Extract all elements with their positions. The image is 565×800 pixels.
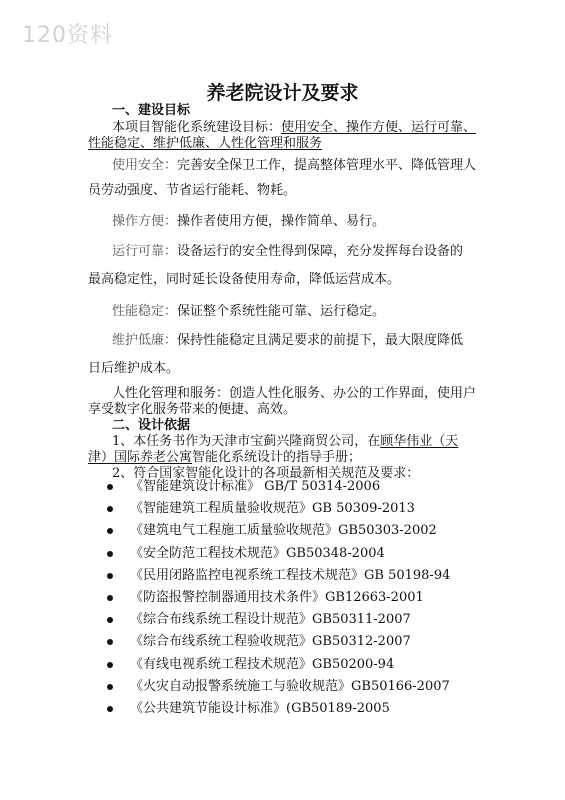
standard-item: 《智能建筑设计标准》 GB/T 50314-2006 <box>130 479 381 494</box>
goals-intro-underlined-1: 使用安全、操作方便、运行可靠、 <box>281 120 477 135</box>
bullet-icon <box>107 662 113 668</box>
standard-item: 《建筑电气工程施工质量验收规范》GB50303-2002 <box>130 523 437 538</box>
bullet-icon <box>107 706 113 712</box>
standard-item: 《火灾自动报警系统施工与验收规范》GB50166-2007 <box>130 679 450 694</box>
goal-item-reliability <box>112 243 463 260</box>
goal-text: 保持性能稳定且满足要求的前提下，最大限度降低 <box>177 333 464 348</box>
standard-item: 《综合布线系统工程验收规范》GB50312-2007 <box>130 634 411 649</box>
standard-item: 《安全防范工程技术规范》GB50348-2004 <box>130 546 385 561</box>
goal-item-ease <box>112 213 385 230</box>
goal-item-reliability-cont: 最高稳定性，同时延长设备使用寿命，降低运营成本。 <box>88 272 401 287</box>
goal-item-stability <box>112 303 385 320</box>
goal-label: 操作方便： <box>112 214 178 229</box>
goals-intro-prefix: 本项目智能化系统建设目标： <box>112 120 282 135</box>
page-title: 养老院设计及要求 <box>206 82 359 104</box>
basis-1-suffix: 智能化系统设计的指导手册； <box>192 450 362 465</box>
bullet-icon <box>107 617 113 623</box>
goal-label: 使用安全： <box>112 158 178 173</box>
basis-1-line-1 <box>112 434 458 450</box>
goal-label: 性能稳定： <box>112 304 178 319</box>
goals-intro-underlined-2: 性能稳定、维护低廉、人性化管理和服务 <box>88 136 323 151</box>
standard-item: 《公共建筑节能设计标准》(GB50189-2005 <box>130 701 390 716</box>
basis-2-line: 2、符合国家智能化设计的各项最新相关规范及要求： <box>112 466 420 481</box>
goal-text: 设备运行的安全性得到保障，充分发挥每台设备的 <box>177 244 464 259</box>
section-heading-goals: 一、建设目标 <box>112 103 191 118</box>
bullet-icon <box>107 573 113 579</box>
bullet-icon <box>107 639 113 645</box>
humanized-line-2: 享受数字化服务带来的便捷、高效。 <box>88 402 297 417</box>
bullet-icon <box>107 528 113 534</box>
basis-1-project-name-2: 津）国际养老公寓 <box>88 450 193 465</box>
standard-item: 《综合布线系统工程设计规范》GB50311-2007 <box>130 612 411 627</box>
goal-label: 维护低廉： <box>112 333 178 348</box>
standard-item: 《防盗报警控制器通用技术条件》GB12663-2001 <box>130 590 424 605</box>
basis-1-line-2 <box>88 450 361 466</box>
goal-item-safety <box>112 157 476 174</box>
goal-text: 保证整个系统性能可靠、运行稳定。 <box>177 304 386 319</box>
goal-text: 操作者使用方便，操作简单、易行。 <box>177 214 386 229</box>
bullet-icon <box>107 551 113 557</box>
section-heading-basis: 二、设计依据 <box>112 418 191 433</box>
goals-intro-line-1 <box>112 120 476 136</box>
goal-text: 完善安全保卫工作，提高整体管理水平、降低管理人 <box>177 158 477 173</box>
goal-item-maintenance <box>112 332 463 349</box>
standard-item: 《智能建筑工程质量验收规范》GB 50309-2013 <box>130 501 415 516</box>
standard-item: 《民用闭路监控电视系统工程技术规范》GB 50198-94 <box>130 568 451 583</box>
bullet-icon <box>107 684 113 690</box>
bullet-icon <box>107 484 113 490</box>
bullet-icon <box>107 506 113 512</box>
standard-item: 《有线电视系统工程技术规范》GB50200-94 <box>130 657 395 672</box>
goal-label: 运行可靠： <box>112 244 178 259</box>
watermark: 120资料 <box>22 23 113 48</box>
basis-1-prefix: 1、本任务书作为天津市宝蓟兴隆商贸公司，在 <box>112 434 381 449</box>
bullet-icon <box>107 595 113 601</box>
basis-1-project-name-1: 顾华伟业（天 <box>380 434 459 449</box>
humanized-line-1: 人性化管理和服务：创造人性化服务、办公的工作界面，使用户 <box>112 386 477 401</box>
goal-item-safety-cont: 员劳动强度、节省运行能耗、物耗。 <box>88 183 297 198</box>
goal-item-maintenance-cont: 日后维护成本。 <box>88 361 180 376</box>
